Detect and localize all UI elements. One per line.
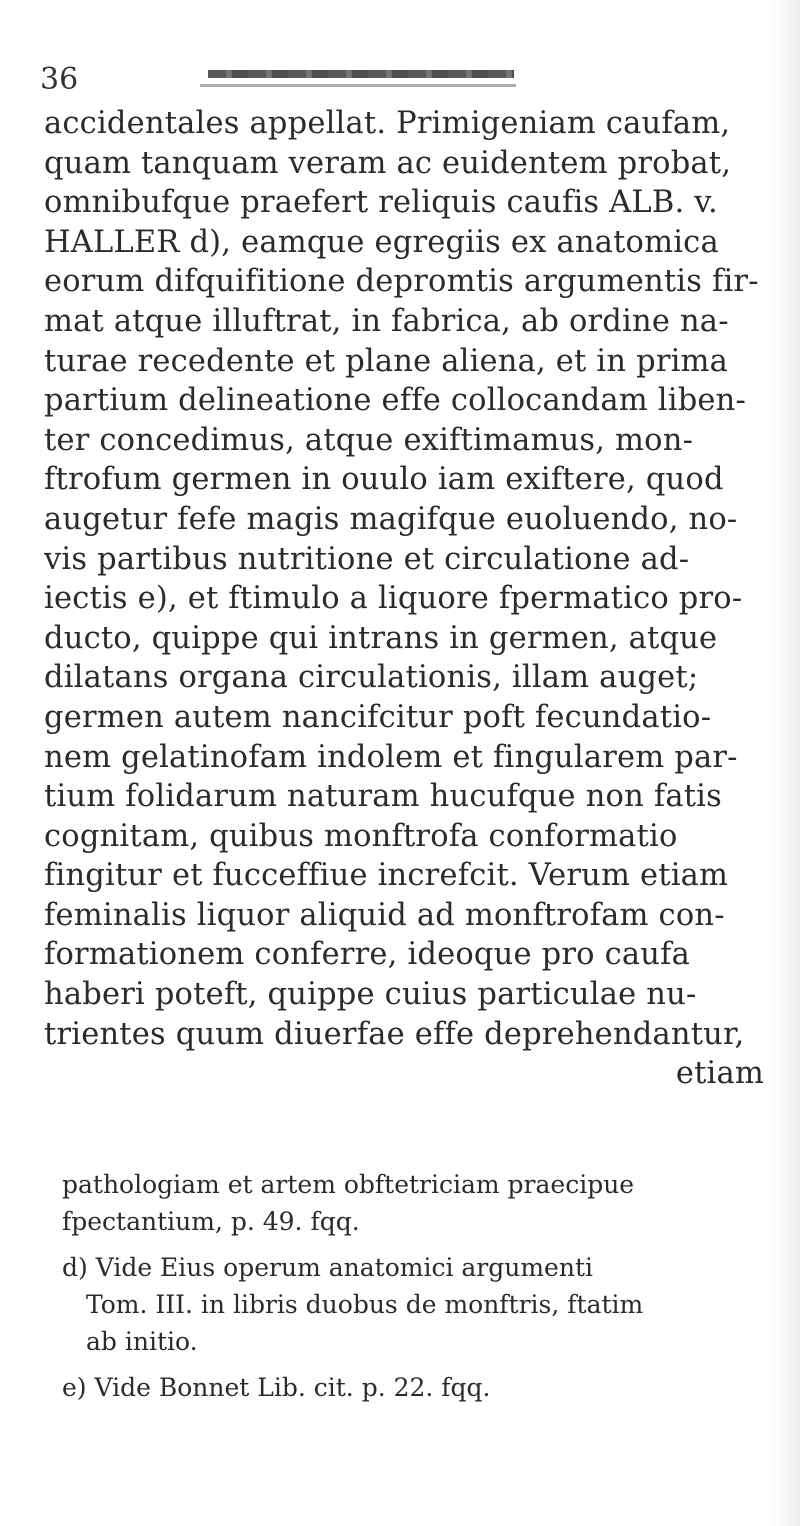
main-text: [44, 104, 764, 1094]
footnote-d: [62, 1249, 762, 1360]
footnote-line: ab initio.: [86, 1327, 198, 1356]
text-line: trientes quum diuerfae effe deprehendantur,: [44, 1016, 745, 1052]
page-number: 36: [40, 62, 79, 97]
footnote-line: pathologiam et artem obftetriciam praecipue: [62, 1170, 635, 1199]
text-line: ducto, quippe qui intrans in germen, atque: [44, 620, 718, 656]
text-line: augetur fefe magis magifque euoluendo, no-: [44, 501, 738, 537]
text-line: formationem conferre, ideoque pro caufa: [44, 937, 690, 973]
text-line: quam tanquam veram ac euidentem probat,: [44, 145, 732, 181]
footnote-line: d) Vide Eius operum anatomici argumenti: [62, 1253, 593, 1282]
text-line: tium folidarum naturam hucufque non fatis: [44, 779, 722, 815]
text-line: feminalis liquor aliquid ad monftrofam con-: [44, 897, 725, 933]
footnote-continued: [62, 1166, 762, 1240]
text-line: haberi poteft, quippe cuius particulae nu-: [44, 977, 697, 1013]
text-line: accidentales appellat. Primigeniam caufam,: [44, 106, 731, 141]
text-line: eorum difquifitione depromtis argumentis fir-: [44, 264, 759, 300]
footnote-line: fpectantium, p. 49. fqq.: [62, 1207, 360, 1236]
footnote-e: [62, 1369, 762, 1406]
text-line: partium delineatione effe collocandam liben-: [44, 383, 747, 419]
text-line: mat atque illuftrat, in fabrica, ab ordine na-: [44, 303, 729, 339]
text-line: germen autem nancifcitur poft fecundatio-: [44, 699, 712, 735]
text-line: turae recedente et plane aliena, et in prima: [44, 343, 729, 379]
header-ornament-rule: [208, 70, 514, 78]
footnotes: [62, 1166, 762, 1415]
text-line: ftrofum germen in ouulo iam exiftere, quod: [44, 462, 724, 498]
text-line: iectis e), et ftimulo a liquore fpermatico pro-: [44, 581, 743, 617]
text-line: HALLER d), eamque egregiis ex anatomica: [44, 224, 719, 260]
catchword: etiam: [675, 1056, 764, 1092]
text-line: cognitam, quibus monftrofa conformatio: [44, 818, 678, 854]
text-line: nem gelatinofam indolem et fingularem par-: [44, 739, 738, 775]
text-line: omnibufque praefert reliquis caufis ALB. v.: [44, 185, 718, 221]
page-edge-shadow: [770, 0, 800, 1526]
text-line: ter concedimus, atque exiftimamus, mon-: [44, 422, 694, 458]
text-line: fingitur et fucceffiue increfcit. Verum etiam: [44, 858, 729, 894]
text-line: vis partibus nutritione et circulatione ad-: [44, 541, 690, 577]
header-thin-rule: [200, 84, 516, 87]
footnote-line: Tom. III. in libris duobus de monftris, ftatim: [86, 1290, 644, 1319]
footnote-line: e) Vide Bonnet Lib. cit. p. 22. fqq.: [62, 1373, 491, 1402]
text-line: dilatans organa circulationis, illam auget;: [44, 660, 699, 696]
